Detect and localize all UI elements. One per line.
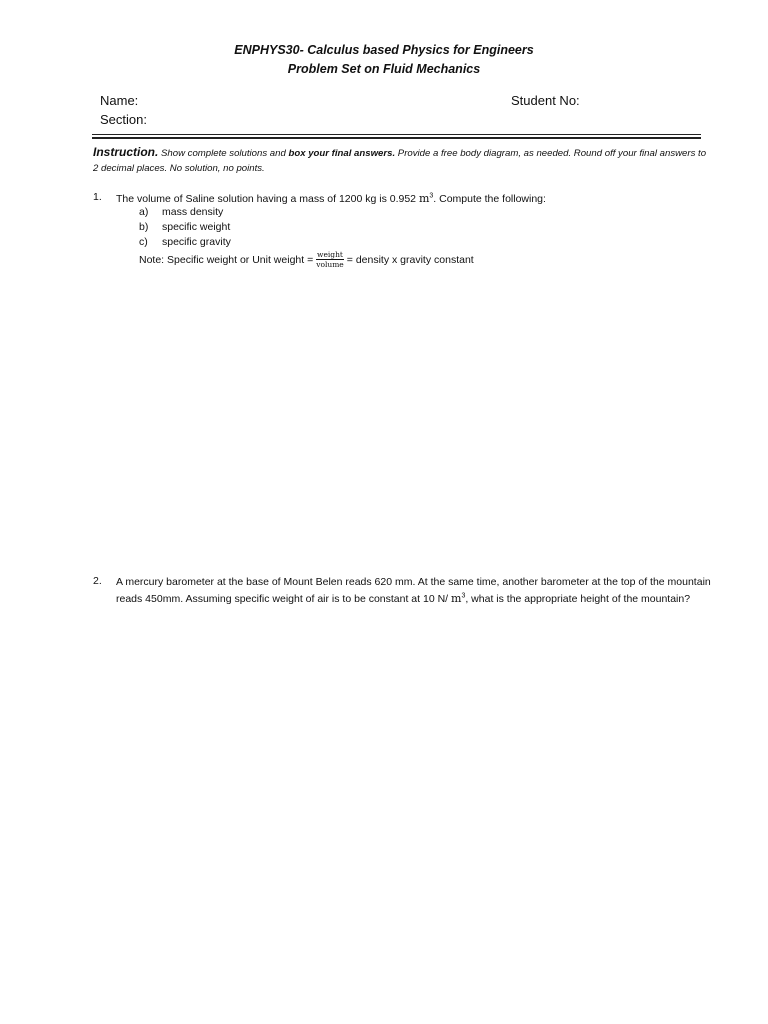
problem-set-title: Problem Set on Fluid Mechanics [287,62,481,76]
question-1-exponent: 3 [429,192,434,200]
question-1-unit: m [418,192,430,205]
instruction-emphasis: box your final answers. [288,148,396,159]
item-text: mass density [162,206,224,218]
fraction-numerator: weight [317,250,343,259]
question-2-unit: m [451,591,462,605]
question-2-number: 2. [93,575,102,587]
question-1-text-before: The volume of Saline solution having a mass of 1200 kg is 0.952 [116,193,417,205]
header-divider-thin [92,134,701,135]
question-1-item-a [139,206,223,218]
item-text: specific gravity [162,236,231,248]
header-divider-thick [92,137,701,139]
student-no-label: Student No: [511,93,580,108]
instruction-text-2: Provide a free body diagram, as needed. Round off your final answers to 2 decimal places. No solution, no points. [93,148,707,174]
question-1-item-c [139,236,231,248]
weight-over-volume-fraction [315,250,345,269]
question-1-note [139,250,474,269]
item-letter: b) [139,221,149,233]
question-1-text-after: . Compute the following: [433,193,546,205]
item-letter: c) [139,236,148,248]
question-2-exponent: 3 [461,592,466,599]
question-2-text-before: A mercury barometer at the base of Mount Belen reads 620 mm. At the same time, another barometer at the top of the mountain reads 450mm. Assuming specific weight of air is to be constant at 10 N/ [116,576,711,605]
item-text: specific weight [162,221,231,233]
question-2-text [116,575,716,607]
note-text-before: Note: Specific weight or Unit weight = [139,253,314,266]
question-1-number: 1. [93,191,102,203]
question-1-item-b [139,221,230,233]
name-label: Name: [100,93,139,108]
section-label: Section: [100,112,147,127]
item-letter: a) [139,206,149,218]
note-text-after: = density x gravity constant [346,253,474,266]
question-2-text-after: , what is the appropriate height of the mountain? [465,592,691,605]
fraction-denominator: volume [316,260,344,269]
instruction-lead: Instruction. [93,145,159,159]
course-title: ENPHYS30- Calculus based Physics for Engineers [234,43,534,57]
instructions-paragraph [93,145,708,176]
instruction-text-1: Show complete solutions and [161,148,286,159]
